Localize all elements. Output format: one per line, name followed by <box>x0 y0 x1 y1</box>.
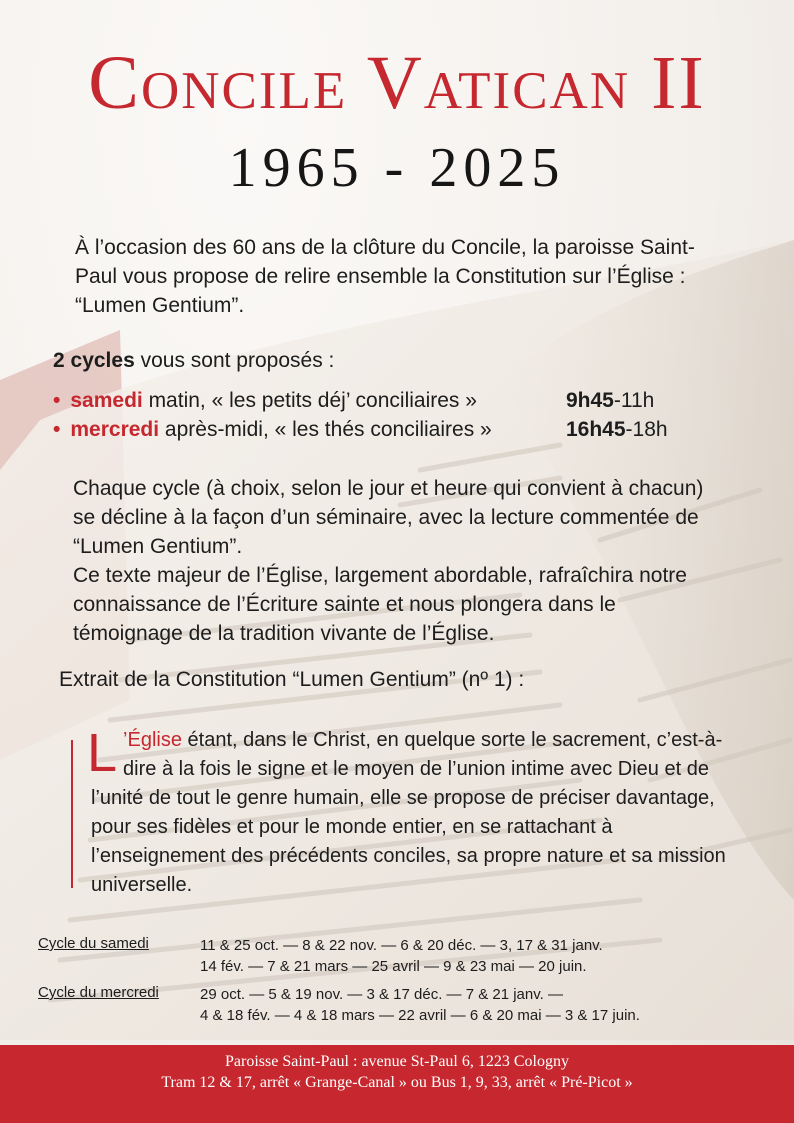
years-subtitle: 1965 - 2025 <box>228 137 566 199</box>
schedule-line: 4 & 18 fév. — 4 & 18 mars — 22 avril — 6 & 20 mai — 3 & 17 juin. <box>200 1007 640 1024</box>
cycle-description: matin, « les petits déj’ conciliaires » <box>142 389 477 412</box>
description-text <box>73 474 713 648</box>
extract-title: Extrait de la Constitution “Lumen Gentium” (nº 1) : <box>59 668 525 691</box>
intro-text: À l’occasion des 60 ans de la clôture du Concile, la paroisse Saint-Paul vous propose de relire ensemble la Constitution sur l’Église : “Lumen Gentium”. <box>75 236 695 317</box>
cycle-wednesday <box>53 418 668 442</box>
paragraph-text: Ce texte majeur de l’Église, largement abordable, rafraîchira notre connaissance de l’Écriture sainte et nous plongera dans le témoignage de la tradition vivante de l’Église. <box>73 564 687 645</box>
bullet-icon: • <box>53 418 61 441</box>
schedule-line: 14 fév. — 7 & 21 mars — 25 avril — 9 & 23 mai — 20 juin. <box>200 958 587 975</box>
cycle-time-start: 9h45 <box>566 389 614 412</box>
drop-cap: L <box>87 723 118 783</box>
cycle-time <box>566 418 668 442</box>
cycle-time-start: 16h45 <box>566 418 626 441</box>
cycle-time-end: -18h <box>625 418 668 441</box>
cycle-day: samedi <box>70 389 143 412</box>
bullet-icon: • <box>53 389 61 412</box>
cycles-header <box>53 349 334 373</box>
schedule-label-saturday: Cycle du samedi <box>38 935 149 952</box>
quote-text <box>87 723 731 900</box>
page-title: Concile Vatican II <box>88 41 706 125</box>
quote-bar <box>71 740 73 888</box>
cycle-day: mercredi <box>70 418 160 441</box>
cycle-time <box>566 389 654 413</box>
schedule-label-wednesday: Cycle du mercredi <box>38 984 159 1001</box>
paragraph-cycles: Chaque cycle (à choix, selon le jour et heure qui convient à chacun) se décline à la façon d’un séminaire, avec la lecture commentée de “Lumen Gentium”. <box>73 477 704 558</box>
footer-transport: Tram 12 & 17, arrêt « Grange-Canal » ou Bus 1, 9, 33, arrêt « Pré-Picot » <box>161 1074 633 1091</box>
cycle-time-end: -11h <box>613 389 655 412</box>
schedule-line: 29 oct. — 5 & 19 nov. — 3 & 17 déc. — 7 & 21 janv. — <box>200 986 563 1003</box>
schedule-dates-wednesday <box>200 984 640 1026</box>
schedule-line: 11 & 25 oct. — 8 & 22 nov. — 6 & 20 déc. — 3, 17 & 31 janv. <box>200 937 603 954</box>
footer-address: Paroisse Saint-Paul : avenue St-Paul 6, 1223 Cologny <box>225 1053 569 1070</box>
cycles-header-rest: vous sont proposés : <box>134 349 335 372</box>
cycle-saturday <box>53 389 655 413</box>
footer-banner <box>0 1045 794 1123</box>
cycles-count: 2 cycles <box>53 349 135 372</box>
cycle-description: après-midi, « les thés conciliaires » <box>159 418 492 441</box>
schedule-dates-saturday <box>200 935 603 977</box>
quote-first-word: ’Église <box>123 729 182 751</box>
quote-body: étant, dans le Christ, en quelque sorte le sacrement, c’est-à-dire à la fois le signe et le moyen de l’union intime avec Dieu et de l’unité de tout le genre humain, elle se propose de préciser davantage, pour ses fidèles et pour le monde entier, en se rattachant à l’enseignement des précédents conciles, sa propre nature et sa mission universelle. <box>91 729 726 896</box>
